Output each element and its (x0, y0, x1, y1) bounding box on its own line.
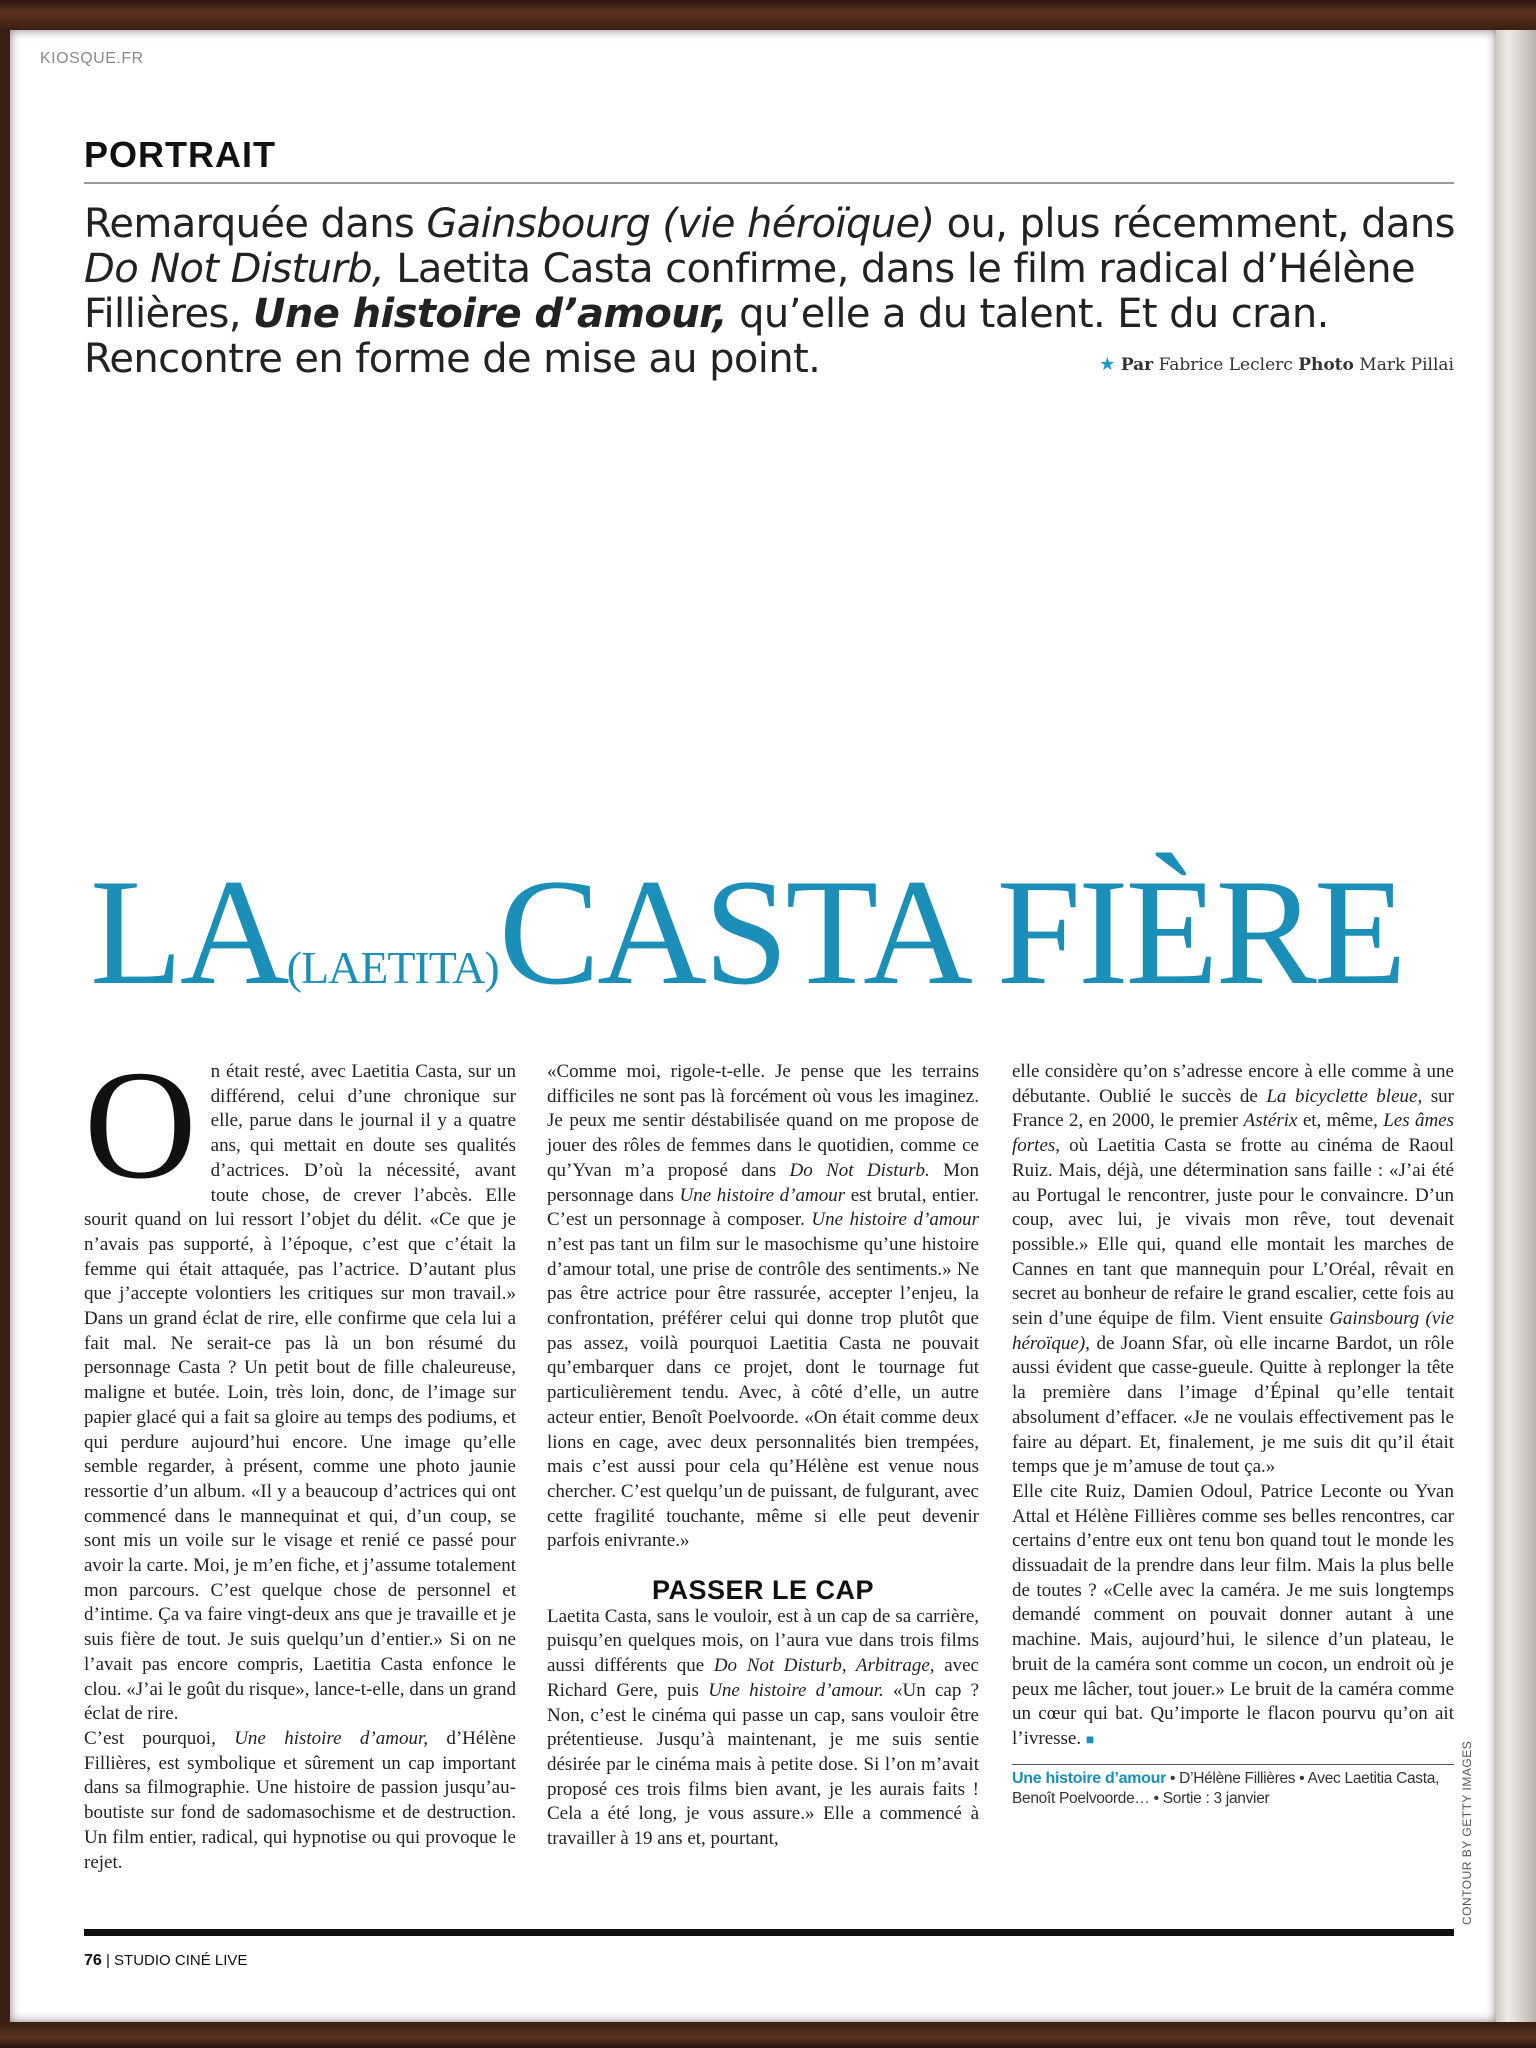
rubric-divider (84, 182, 1454, 184)
star-icon: ★ (1099, 354, 1116, 375)
film-title: Gainsbourg (vie héroïque) (426, 201, 935, 247)
author-name: Fabrice Leclerc (1158, 355, 1293, 375)
paragraph: «Comme moi, rigole-t-elle. Je pense que les terrains difficiles ne sont pas là forcément où vous les imaginez. Je peux me sentir déstabilisée quand on me propose de jouer des rôles de femmes dans le quotidien, comme ce qu’Yvan m’a proposé dans Do Not Disturb. Mon personnage dans Une histoire d’amour est brutal, entier. C’est un personnage à composer. Une histoire d’amour n’est pas tant un film sur le masochisme qu’une histoire d’amour total, une prise de contrôle des sentiments.» Ne pas être actrice pour être rassurée, accepter l’enjeu, la confrontation, préférer celui qui donne trop plutôt que pas assez, voilà pourquoi Laetitia Casta ne pouvait qu’embarquer dans ce projet, dont le tournage fut particulièrement tendu. Avec, à côté d’elle, un autre acteur entier, Benoît Poelvoorde. «On était comme deux lions en cage, avec deux personnalités bien trempées, mais c’est aussi pour cela qu’Hélène est venue nous chercher. C’est quelqu’un de puissant, de fulgurant, avec cette fragilité touchante, même si elle peut devenir parfois enivrante.» (547, 1061, 979, 1552)
standfirst: Remarquée dans Gainsbourg (vie héroïque) ou, plus récemment, dans Do Not Disturb, Laetita Casta confirme, dans le film radical d’Hélène Fillières, Une histoire d’amour, qu’elle a du talent. Et du cran. Rencontre en forme de mise au point. (84, 201, 1455, 382)
page-folio (84, 1952, 247, 1970)
background-bottom (0, 2022, 1536, 2048)
article-column-2 (547, 1060, 979, 1852)
section-rubric: PORTRAIT (84, 134, 276, 175)
paragraph: Laetita Casta, sans le vouloir, est à un cap de sa carrière, puisqu’en quelques mois, on l’aura vue dans trois films aussi différents que Do Not Disturb, Arbitrage, avec Richard Gere, puis Une histoire d’amour. «Un cap ? Non, c’est le cinéma qui passe un cap, sans vouloir être prétentieuse. Jusqu’à maintenant, je me suis sentie désirée par le cinéma mais à petite dose. Si l’on m’avait proposé ces trois films bien avant, je les aurais faits ! Cela a été long, je vous assure.» Elle a commencé à travailler à 19 ans et, pourtant, (547, 1605, 980, 1850)
paragraph: Elle cite Ruiz, Damien Odoul, Patrice Leconte ou Yvan Attal et Hélène Fillières comme ses belles rencontres, car certains d’entre eux ont tenu bon quand tout le monde les dissuadait de la prendre dans leur film. Mais la plus belle de toutes ? «Celle avec la caméra. Je me suis longtemps demandé comment on pouvait donner autant à une machine. Mais, aujourd’hui, le silence d’un plateau, le bruit de la caméra sont comme un cocon, un endroit où je peux me lâcher, tout jouer.» Le bruit de la caméra comme un cœur qui bat. Qu’importe le flacon pourvu qu’on ait l’ivresse. ■ (1012, 1480, 1454, 1749)
subheading: PASSER LE CAP (651, 1575, 875, 1606)
page-number: 76 (84, 1952, 102, 1969)
background-top (0, 0, 1536, 30)
page-edge (1496, 30, 1536, 2022)
bottom-divider (84, 1929, 1454, 1936)
film-title: Do Not Disturb, (84, 246, 385, 292)
headline: LA(LAETITA)CASTA FIÈRE (90, 848, 1404, 1016)
magazine-name: | STUDIO CINÉ LIVE (105, 1952, 248, 1969)
article-column-1 (84, 1038, 516, 1875)
film-infobox (1012, 1764, 1454, 1809)
drop-cap: O (84, 1038, 197, 1211)
site-watermark: KIOSQUE.FR (40, 50, 144, 67)
infobox-details: • D’Hélène Fillières • Avec Laetitia Casta, Benoît Poelvoorde… • Sortie : 3 janvier (1012, 1769, 1440, 1807)
photo-credit: CONTOUR BY GETTY IMAGES (1460, 1740, 1474, 1925)
paragraph: n était resté, avec Laetitia Casta, sur un différend, celui d’une chronique sur elle, parue dans le journal il y a quatre ans, qui mettait en doute ses qualités d’actrices. D’où la nécessité, avant toute chose, de crever l’abcès. Elle sourit quand on lui ressort l’objet du délit. «Ce que je n’avais pas supporté, à l’époque, c’est que c’était la femme qui était attaquée, pas l’actrice. D’autant plus que j’accepte volontiers les critiques sur mon travail.» Dans un grand éclat de rire, elle confirme que cela lui a fait mal. Ne serait-ce pas là un bon résumé du personnage Casta ? Un petit bout de fille chaleureuse, maligne et butée. Loin, très loin, donc, de l’image sur papier glacé qui a fait sa gloire au temps des podiums, et qui perdure aujourd’hui encore. Une image qu’elle semble regarder, à présent, comme une photo jaunie ressortie d’un album. «Il y a beaucoup d’actrices qui ont commencé dans le mannequinat et qui, d’un coup, se sont mis un voile sur le visage et renié ce passé pour avoir la carte. Moi, je m’en fiche, et j’assume totalement mon parcours. C’est quelque chose de personnel et d’intime. Ça va faire vingt-deux ans que je travaille et je suis fière de tout. Je suis quelqu’un d’entier.» Si on ne l’avait pas encore compris, Laetitia Casta enfonce le clou. «J’ai le goût du risque», lance-t-elle, dans un grand éclat de rire. (84, 1061, 516, 1725)
end-mark-icon: ■ (1085, 1732, 1095, 1748)
infobox-title: Une histoire d’amour (1012, 1769, 1167, 1787)
photographer-name: Mark Pillai (1359, 355, 1454, 375)
paragraph: C’est pourquoi, Une histoire d’amour, d’Hélène Fillières, est symbolique et sûrement un cap important dans sa filmographie. Une histoire de passion jusqu’au-boutiste sur fond de sadomasochisme et de destruction. Un film entier, radical, qui hypnotise ou qui provoque le rejet. (84, 1727, 516, 1873)
paragraph: elle considère qu’on s’adresse encore à elle comme à une débutante. Oublié le succès de La bicyclette bleue, sur France 2, en 2000, le premier Astérix et, même, Les âmes fortes, où Laetitia Casta se frotte au cinéma de Raoul Ruiz. Mais, déjà, une détermination sans faille : «J’ai été au Portugal le rencontrer, juste pour le convaincre. D’un coup, avec lui, je vivais mon rêve, tout devenait possible.» Elle qui, quand elle montait les marches de Cannes en tant que mannequin pour L’Oréal, rêvait en secret au bonheur de refaire le grand escalier, cette fois au sein d’une équipe de film. Vient ensuite Gainsbourg (vie héroïque), de Joann Sfar, où elle incarne Bardot, un rôle aussi évident que casse-gueule. Quitte à replonger la tête la première dans l’image d’Épinal qu’elle tentait absolument d’effacer. «Je ne voulais effectivement pas le faire au départ. Et, finalement, je me suis dit qu’il était temps que je m’amuse de tout ça.» (1012, 1061, 1454, 1478)
magazine-page (10, 30, 1496, 2022)
byline: ★ Par Fabrice Leclerc Photo Mark Pillai (1099, 354, 1454, 375)
film-title: Une histoire d’amour, (253, 291, 728, 337)
article-column-3 (1012, 1060, 1454, 1809)
